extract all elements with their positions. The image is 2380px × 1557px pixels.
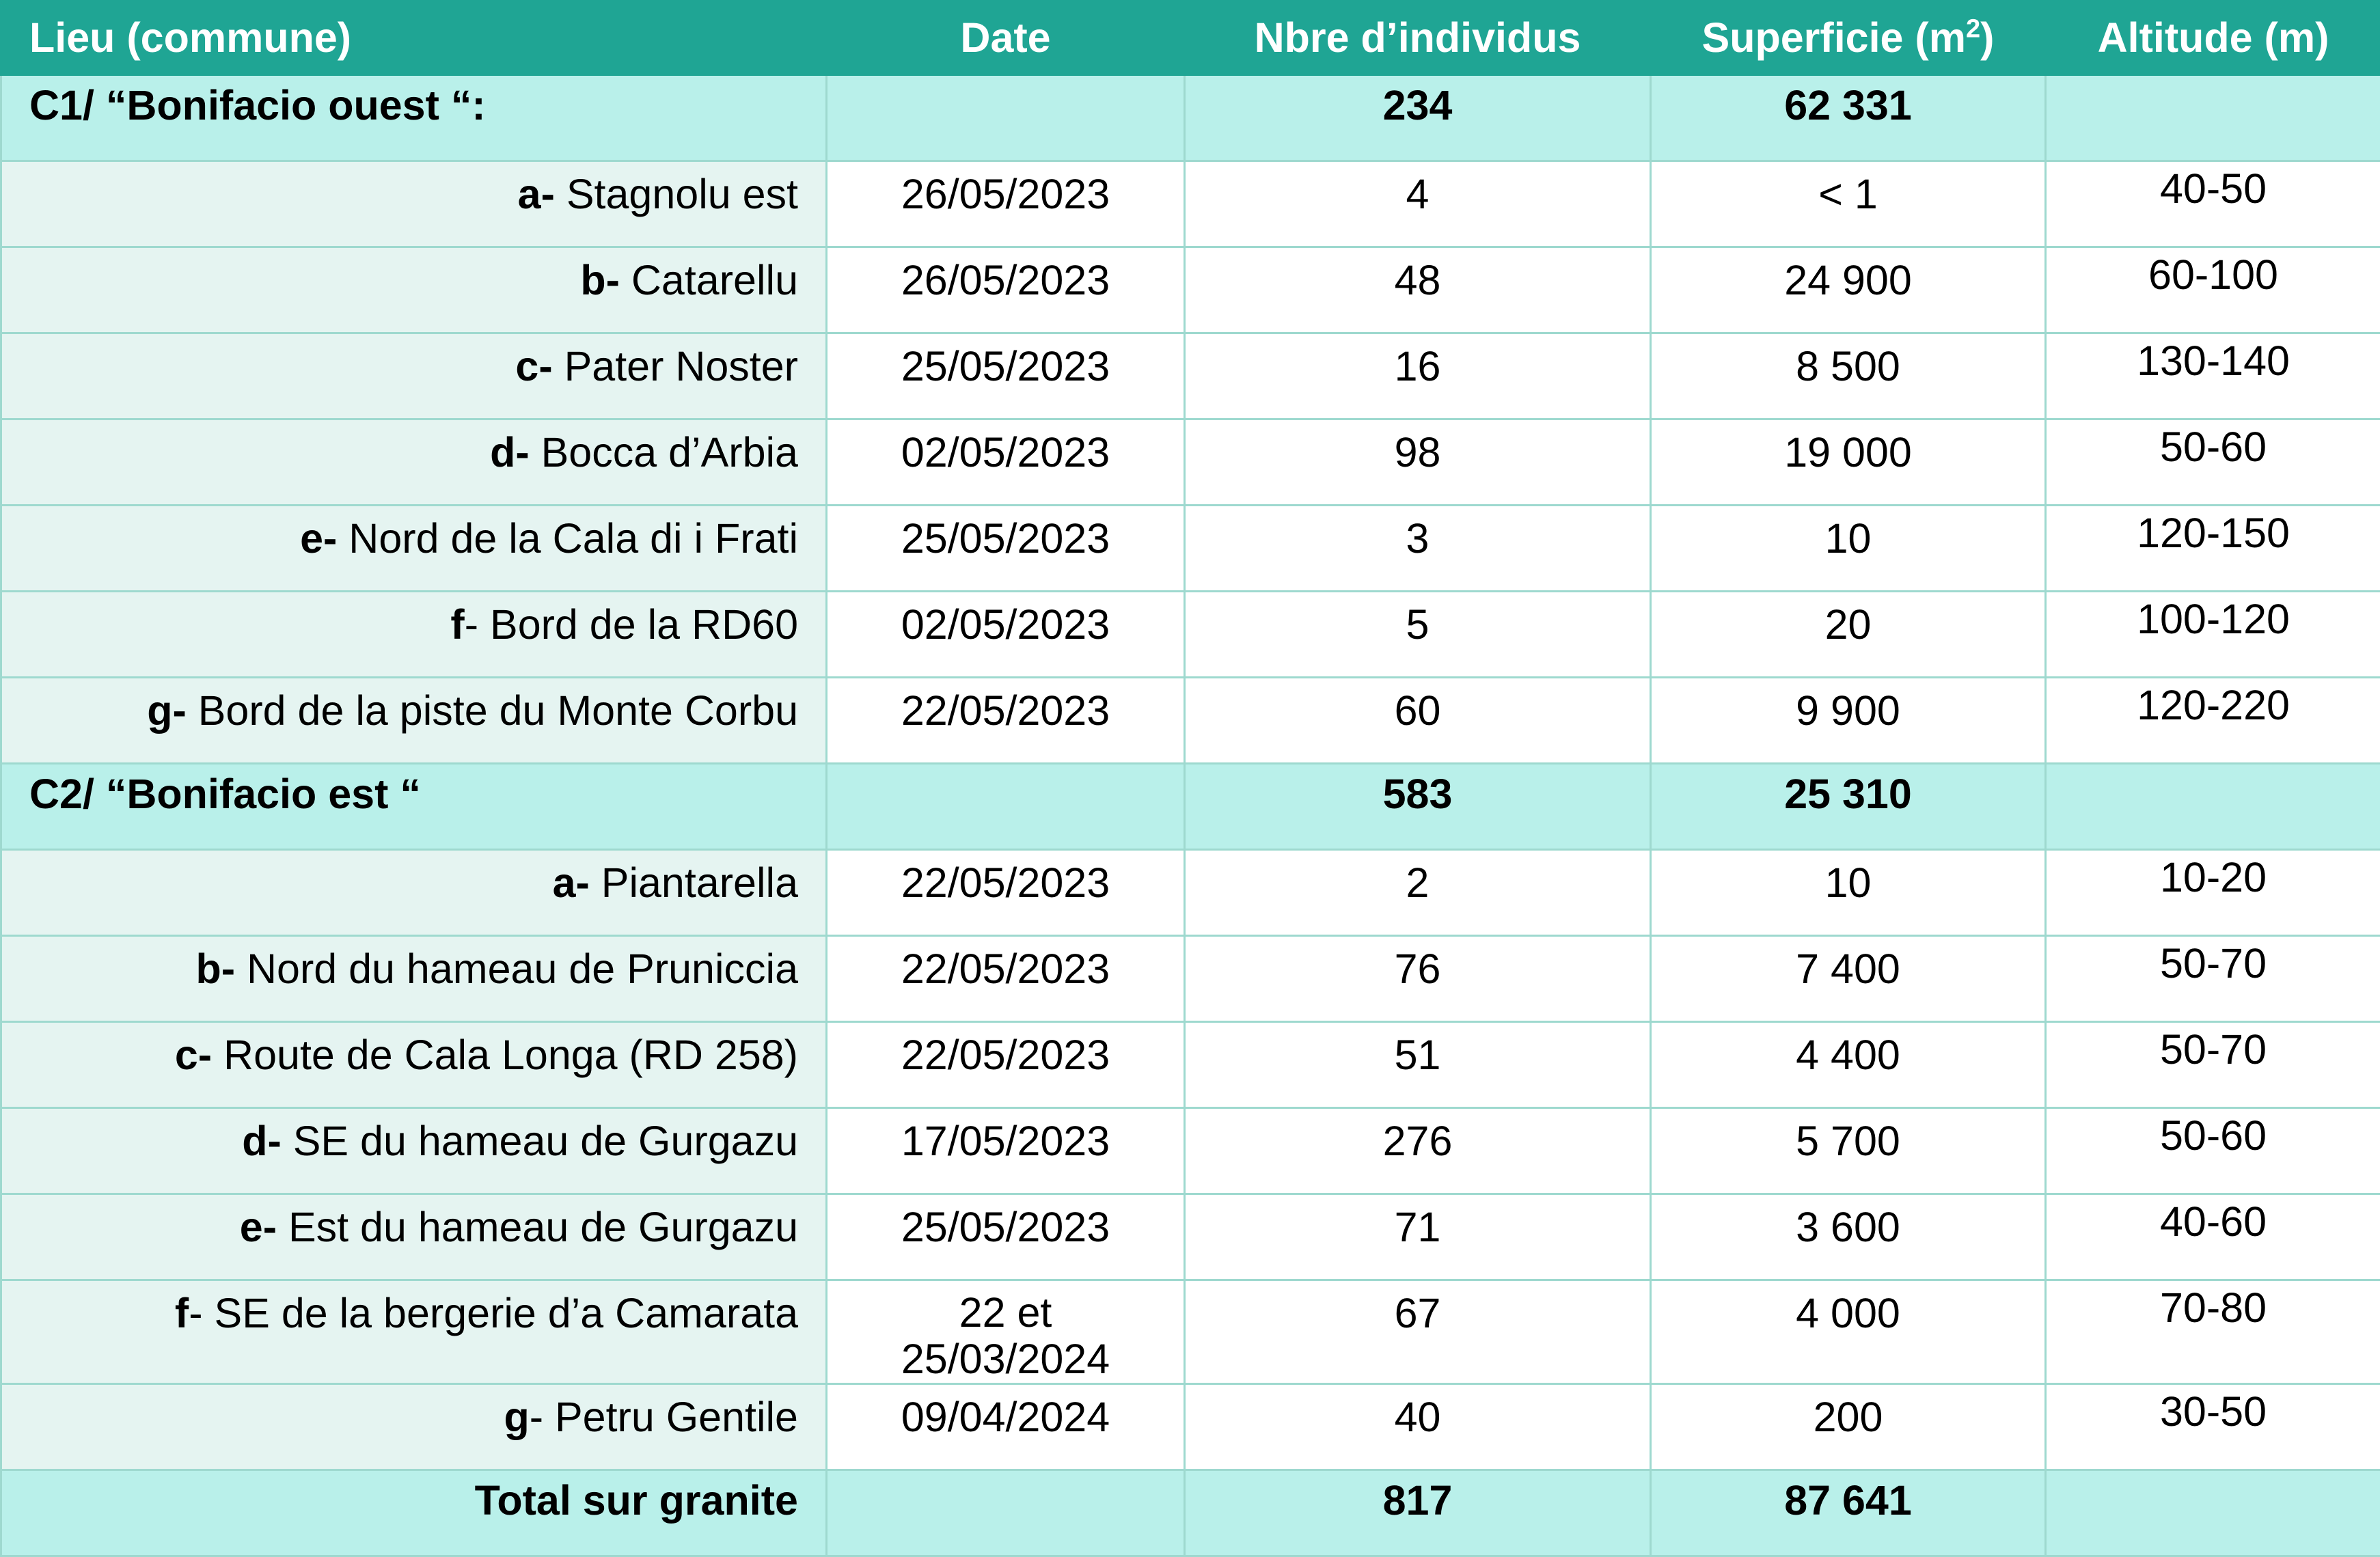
site-name: Piantarella xyxy=(590,859,798,906)
site-letter: g- xyxy=(147,687,187,734)
individus-cell: 5 xyxy=(1185,592,1651,678)
altitude-cell: 60-100 xyxy=(2046,247,2380,333)
table-row xyxy=(1,592,2380,678)
date-cell: 22/05/2023 xyxy=(827,678,1185,764)
table-body xyxy=(1,75,2380,1556)
superficie-cell: 3 600 xyxy=(1651,1194,2046,1280)
header-row xyxy=(1,1,2380,75)
superficie-cell: 5 700 xyxy=(1651,1108,2046,1194)
altitude-cell: 50-60 xyxy=(2046,419,2380,506)
total-row xyxy=(1,1470,2380,1556)
date-cell: 25/05/2023 xyxy=(827,506,1185,592)
site-name: Route de Cala Longa (RD 258) xyxy=(212,1032,798,1078)
altitude-cell: 40-50 xyxy=(2046,161,2380,247)
superficie-cell: < 1 xyxy=(1651,161,2046,247)
site-name: Nord du hameau de Pruniccia xyxy=(235,946,798,992)
total-individus: 817 xyxy=(1185,1470,1651,1556)
group-individus: 583 xyxy=(1185,764,1651,850)
group-title: C1/ “Bonifacio ouest “: xyxy=(1,75,827,161)
date-cell: 22 et 25/03/2024 xyxy=(827,1280,1185,1384)
date-cell: 22/05/2023 xyxy=(827,1022,1185,1108)
group-superficie: 25 310 xyxy=(1651,764,2046,850)
superficie-cell: 19 000 xyxy=(1651,419,2046,506)
site-name: Stagnolu est xyxy=(555,171,798,217)
superficie-cell: 7 400 xyxy=(1651,936,2046,1022)
date-cell: 26/05/2023 xyxy=(827,161,1185,247)
lieu-cell xyxy=(1,1108,827,1194)
table-row xyxy=(1,161,2380,247)
group-date-empty xyxy=(827,764,1185,850)
lieu-cell xyxy=(1,1194,827,1280)
superficie-cell: 24 900 xyxy=(1651,247,2046,333)
superficie-cell: 4 400 xyxy=(1651,1022,2046,1108)
lieu-cell xyxy=(1,678,827,764)
group-altitude-empty xyxy=(2046,75,2380,161)
site-name: Bocca d’Arbia xyxy=(530,429,798,476)
lieu-cell xyxy=(1,1383,827,1470)
superficie-cell: 200 xyxy=(1651,1383,2046,1470)
altitude-cell: 10-20 xyxy=(2046,850,2380,936)
table-row xyxy=(1,1108,2380,1194)
site-name: Nord de la Cala di i Frati xyxy=(337,515,798,562)
site-letter: d- xyxy=(242,1118,282,1164)
site-letter: a- xyxy=(518,171,555,217)
site-name: Catarellu xyxy=(620,257,798,303)
superficie-cell: 9 900 xyxy=(1651,678,2046,764)
table-row xyxy=(1,850,2380,936)
individus-cell: 4 xyxy=(1185,161,1651,247)
table-row xyxy=(1,1383,2380,1470)
site-name: SE du hameau de Gurgazu xyxy=(282,1118,798,1164)
altitude-cell: 30-50 xyxy=(2046,1383,2380,1470)
date-cell: 25/05/2023 xyxy=(827,1194,1185,1280)
lieu-cell xyxy=(1,333,827,419)
date-cell: 25/05/2023 xyxy=(827,333,1185,419)
individus-cell: 16 xyxy=(1185,333,1651,419)
site-letter: c- xyxy=(515,343,552,389)
lieu-cell xyxy=(1,419,827,506)
site-name: Est du hameau de Gurgazu xyxy=(277,1204,798,1250)
table-row xyxy=(1,506,2380,592)
superficie-cell: 20 xyxy=(1651,592,2046,678)
group-row xyxy=(1,764,2380,850)
altitude-cell: 120-150 xyxy=(2046,506,2380,592)
individus-cell: 51 xyxy=(1185,1022,1651,1108)
site-letter: f xyxy=(175,1290,189,1336)
lieu-cell xyxy=(1,850,827,936)
superficie-cell: 10 xyxy=(1651,506,2046,592)
individus-cell: 48 xyxy=(1185,247,1651,333)
lieu-cell xyxy=(1,506,827,592)
lieu-cell xyxy=(1,1280,827,1384)
site-letter: a- xyxy=(553,859,590,906)
site-letter: d- xyxy=(490,429,530,476)
site-letter: f xyxy=(450,601,464,648)
total-label: Total sur granite xyxy=(1,1470,827,1556)
total-superficie: 87 641 xyxy=(1651,1470,2046,1556)
individus-cell: 76 xyxy=(1185,936,1651,1022)
site-name: Bord de la piste du Monte Corbu xyxy=(187,687,798,734)
header-superficie: Superficie $(m^2)$ xyxy=(1651,1,2046,75)
site-letter: e- xyxy=(300,515,337,562)
superficie-cell: 10 xyxy=(1651,850,2046,936)
total-altitude-empty xyxy=(2046,1470,2380,1556)
site-name: - Bord de la RD60 xyxy=(465,601,798,648)
site-name: - Petru Gentile xyxy=(530,1394,798,1440)
altitude-cell: 50-70 xyxy=(2046,936,2380,1022)
lieu-cell xyxy=(1,592,827,678)
date-cell: 02/05/2023 xyxy=(827,592,1185,678)
header-altitude: Altitude (m) xyxy=(2046,1,2380,75)
group-superficie: 62 331 xyxy=(1651,75,2046,161)
individus-cell: 71 xyxy=(1185,1194,1651,1280)
date-cell: 22/05/2023 xyxy=(827,850,1185,936)
lieu-cell xyxy=(1,936,827,1022)
table-row xyxy=(1,1194,2380,1280)
site-letter: c- xyxy=(175,1032,212,1078)
individus-cell: 3 xyxy=(1185,506,1651,592)
altitude-cell: 120-220 xyxy=(2046,678,2380,764)
altitude-cell: 50-60 xyxy=(2046,1108,2380,1194)
date-cell: 09/04/2024 xyxy=(827,1383,1185,1470)
site-letter: b- xyxy=(580,257,620,303)
date-cell: 17/05/2023 xyxy=(827,1108,1185,1194)
table-row xyxy=(1,333,2380,419)
table-row xyxy=(1,1022,2380,1108)
altitude-cell: 100-120 xyxy=(2046,592,2380,678)
individus-cell: 60 xyxy=(1185,678,1651,764)
site-name: Pater Noster xyxy=(553,343,798,389)
date-cell: 02/05/2023 xyxy=(827,419,1185,506)
individus-cell: 276 xyxy=(1185,1108,1651,1194)
superficie-cell: 4 000 xyxy=(1651,1280,2046,1384)
group-row xyxy=(1,75,2380,161)
table-row xyxy=(1,1280,2380,1384)
individus-cell: 40 xyxy=(1185,1383,1651,1470)
total-date-empty xyxy=(827,1470,1185,1556)
table-row xyxy=(1,678,2380,764)
table-row xyxy=(1,247,2380,333)
group-individus: 234 xyxy=(1185,75,1651,161)
site-letter: e- xyxy=(240,1204,277,1250)
lieu-cell xyxy=(1,1022,827,1108)
group-date-empty xyxy=(827,75,1185,161)
header-individus: Nbre d’individus xyxy=(1185,1,1651,75)
site-name: - SE de la bergerie d’a Camarata xyxy=(189,1290,798,1336)
individus-cell: 2 xyxy=(1185,850,1651,936)
individus-cell: 98 xyxy=(1185,419,1651,506)
group-title: C2/ “Bonifacio est “ xyxy=(1,764,827,850)
superficie-cell: 8 500 xyxy=(1651,333,2046,419)
header-lieu: Lieu (commune) xyxy=(1,1,827,75)
table-row xyxy=(1,419,2380,506)
header-date: Date xyxy=(827,1,1185,75)
group-altitude-empty xyxy=(2046,764,2380,850)
lieu-cell xyxy=(1,247,827,333)
altitude-cell: 70-80 xyxy=(2046,1280,2380,1384)
date-cell: 22/05/2023 xyxy=(827,936,1185,1022)
date-cell: 26/05/2023 xyxy=(827,247,1185,333)
lieu-cell xyxy=(1,161,827,247)
site-letter: g xyxy=(504,1394,529,1440)
site-letter: b- xyxy=(195,946,235,992)
altitude-cell: 50-70 xyxy=(2046,1022,2380,1108)
table-row xyxy=(1,936,2380,1022)
altitude-cell: 40-60 xyxy=(2046,1194,2380,1280)
individus-cell: 67 xyxy=(1185,1280,1651,1384)
altitude-cell: 130-140 xyxy=(2046,333,2380,419)
